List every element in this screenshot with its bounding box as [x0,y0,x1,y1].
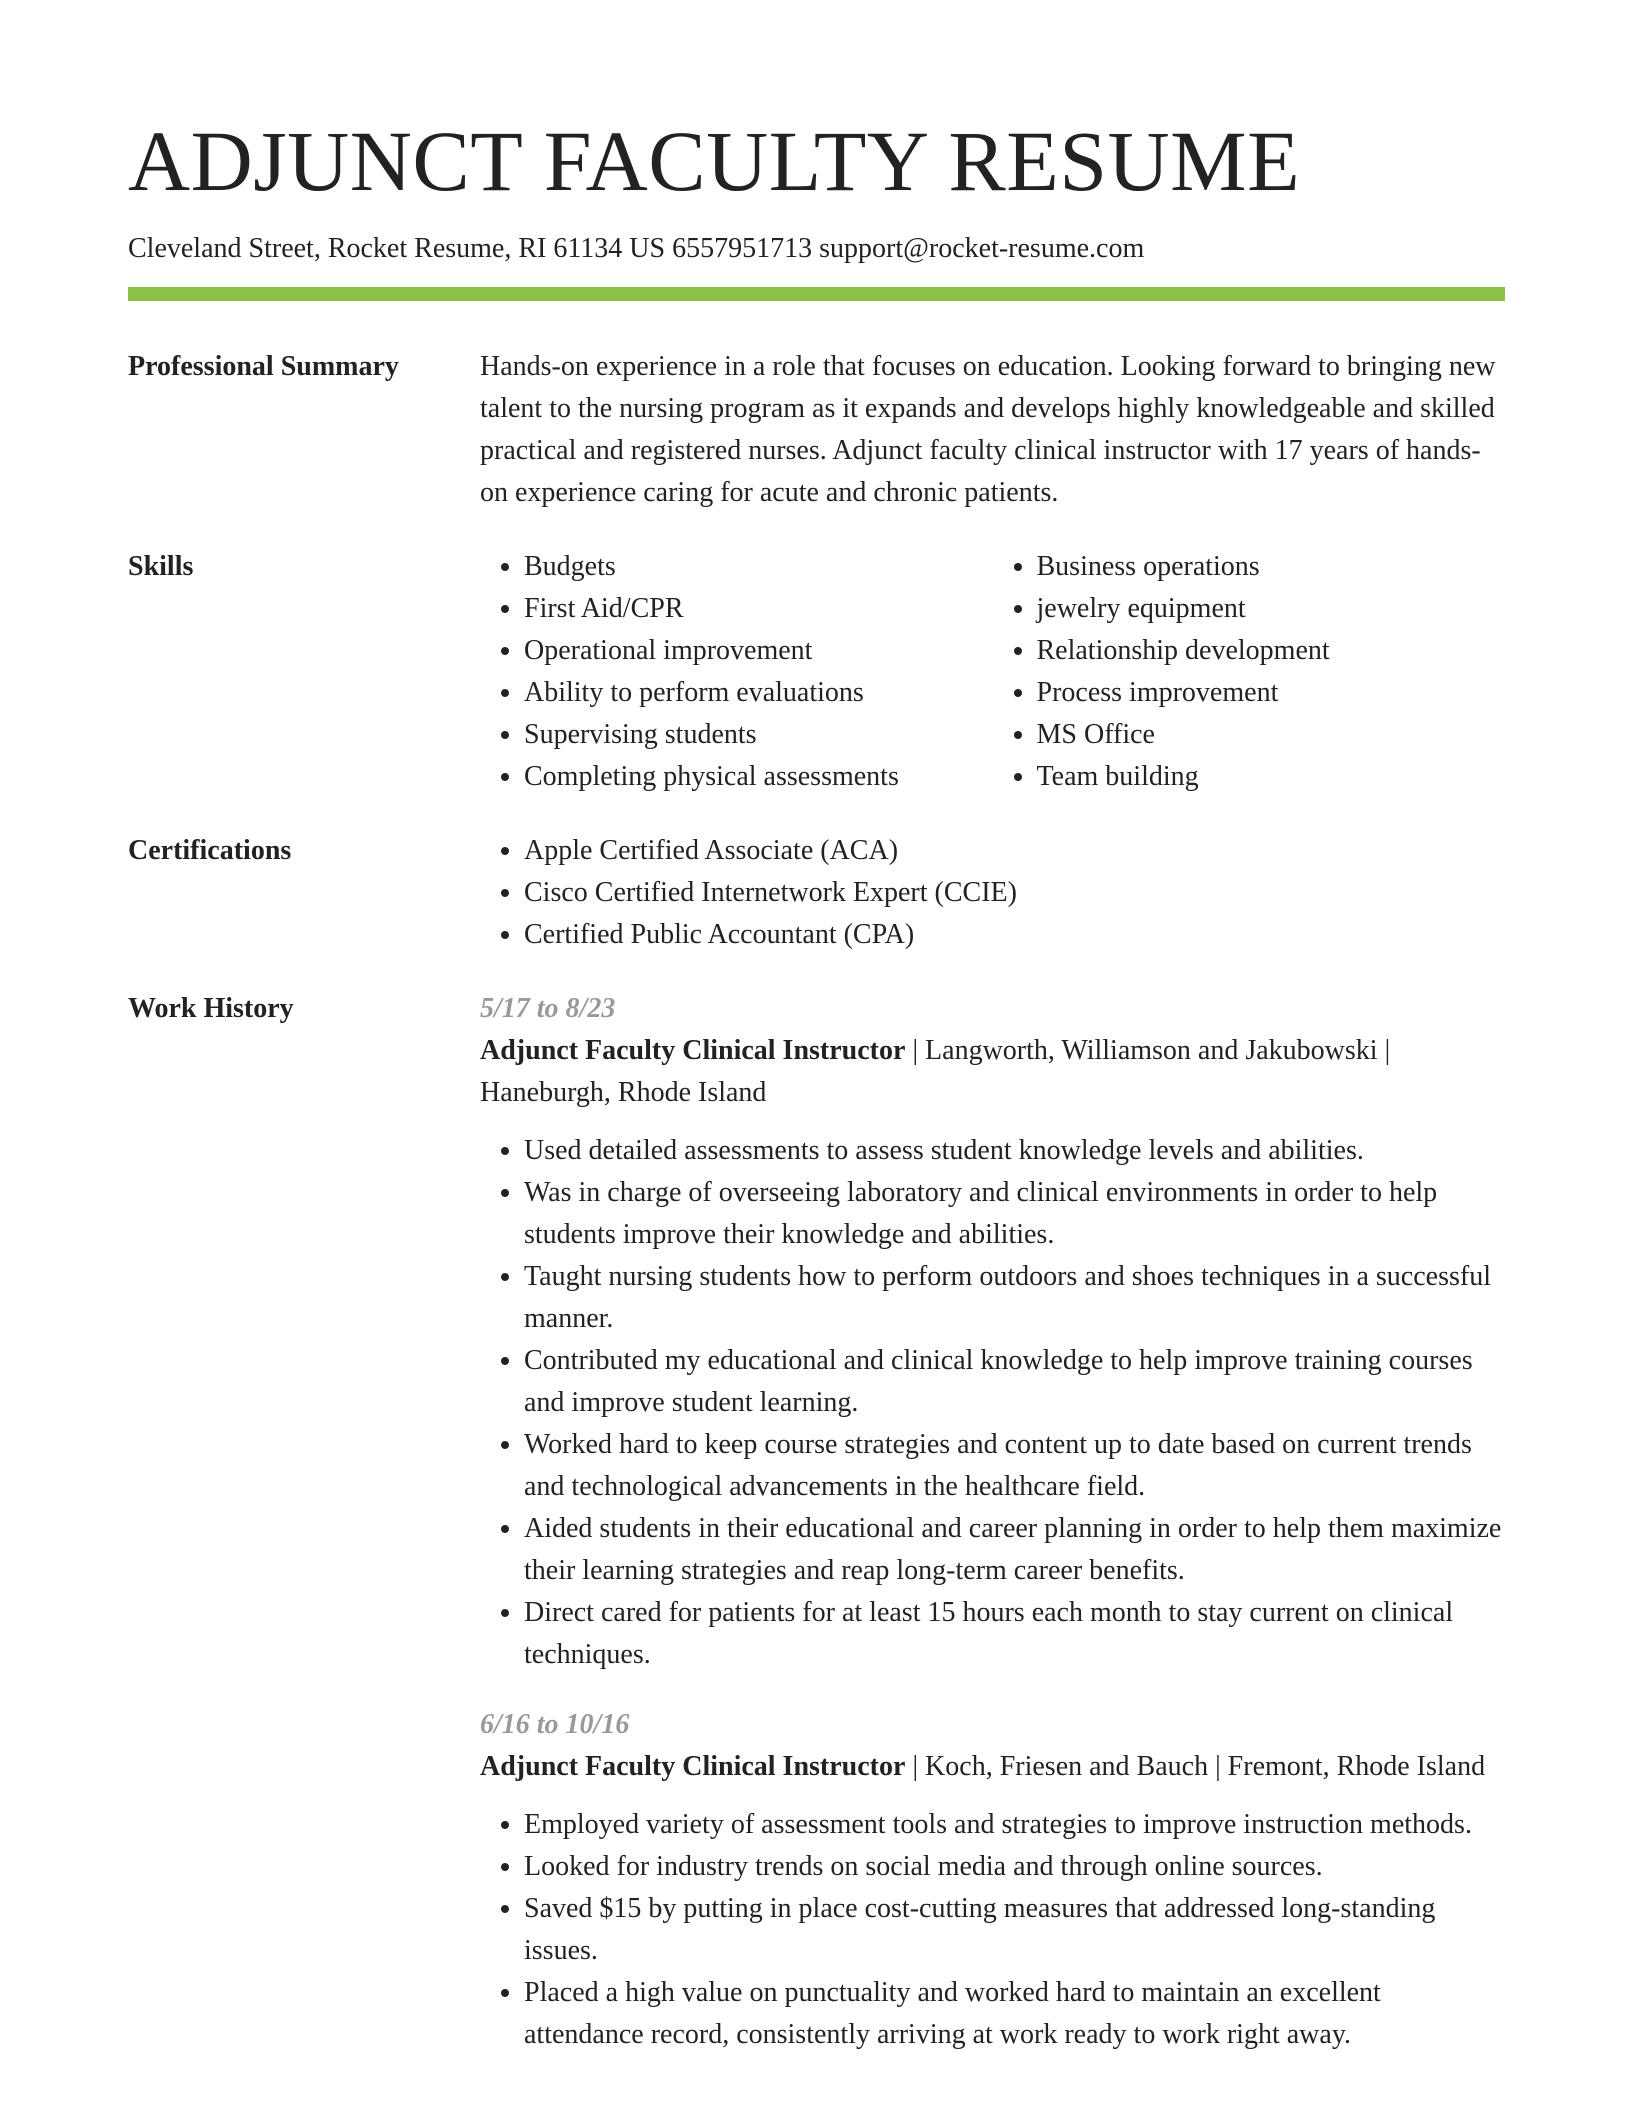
certifications-heading: Certifications [128,835,292,866]
certification-item: • Certified Public Accountant (CPA) [524,914,1505,956]
work-history-heading: Work History [128,993,294,1024]
job-bullet: • Direct cared for patients for at least 15 hours each month to stay current on clinical techniques. [524,1592,1505,1676]
skill-item: • Supervising students [524,714,993,756]
job-entry [480,1704,1505,2056]
resume-title: ADJUNCT FACULTY RESUME [128,113,1301,209]
job-title: Adjunct Faculty Clinical Instructor [480,1035,906,1066]
job-heading [480,1030,1505,1114]
accent-divider [128,287,1505,301]
skills-list-right [993,546,1506,798]
summary-heading: Professional Summary [128,351,399,382]
contact-line: Cleveland Street, Rocket Resume, RI 61134 US 6557951713 support@rocket-resume.com [128,233,1145,264]
skills-heading: Skills [128,551,194,582]
job-bullet: • Employed variety of assessment tools and strategies to improve instruction methods. [524,1804,1505,1846]
job-dates: 5/17 to 8/23 [480,993,616,1024]
job-bullet: • Saved $15 by putting in place cost-cutting measures that addressed long-standing issues. [524,1888,1505,1972]
skill-item: • jewelry equipment [1037,588,1506,630]
skill-item: • Team building [1037,756,1506,798]
skills-list-left [480,546,993,798]
skill-item: • MS Office [1037,714,1506,756]
certification-item: • Cisco Certified Internetwork Expert (CCIE) [524,872,1505,914]
job-bullet: • Placed a high value on punctuality and worked hard to maintain an excellent attendance record, consistently arriving at work ready to work right away. [524,1972,1505,2056]
job-details: | Koch, Friesen and Bauch | Fremont, Rhode Island [905,1751,1486,1782]
job-details: | Langworth, Williamson and Jakubowski | Haneburgh, Rhode Island [480,1035,1391,1108]
job-bullets [480,1130,1505,1676]
skill-item: • First Aid/CPR [524,588,993,630]
job-bullet: • Taught nursing students how to perform outdoors and shoes techniques in a successful manner. [524,1256,1505,1340]
job-bullet: • Worked hard to keep course strategies and content up to date based on current trends and technological advancements in the healthcare field. [524,1424,1505,1508]
job-heading [480,1746,1505,1788]
summary-section [480,346,1505,514]
skills-section [480,546,1505,798]
job-bullet: • Aided students in their educational and career planning in order to help them maximize their learning strategies and reap long-term career benefits. [524,1508,1505,1592]
job-title: Adjunct Faculty Clinical Instructor [480,1751,906,1782]
certifications-list [480,830,1505,956]
skill-item: • Budgets [524,546,993,588]
job-bullet: • Contributed my educational and clinical knowledge to help improve training courses and improve student learning. [524,1340,1505,1424]
summary-text: Hands-on experience in a role that focuses on education. Looking forward to bringing new talent to the nursing program as it expands and develops highly knowledgeable and skilled practical and registered nurses. Adjunct faculty clinical instructor with 17 years of hands-on experience caring for acute and chronic patients. [480,351,1496,508]
job-entry [480,988,1505,1676]
job-bullet: • Was in charge of overseeing laboratory and clinical environments in order to help students improve their knowledge and abilities. [524,1172,1505,1256]
skill-item: • Process improvement [1037,672,1506,714]
certification-item: • Apple Certified Associate (ACA) [524,830,1505,872]
job-bullet: • Looked for industry trends on social media and through online sources. [524,1846,1505,1888]
job-bullet: • Used detailed assessments to assess student knowledge levels and abilities. [524,1130,1505,1172]
job-dates: 6/16 to 10/16 [480,1709,630,1740]
skill-item: • Completing physical assessments [524,756,993,798]
skill-item: • Ability to perform evaluations [524,672,993,714]
skill-item: • Relationship development [1037,630,1506,672]
skill-item: • Operational improvement [524,630,993,672]
certifications-section [480,830,1505,956]
job-bullets [480,1804,1505,2056]
skill-item: • Business operations [1037,546,1506,588]
